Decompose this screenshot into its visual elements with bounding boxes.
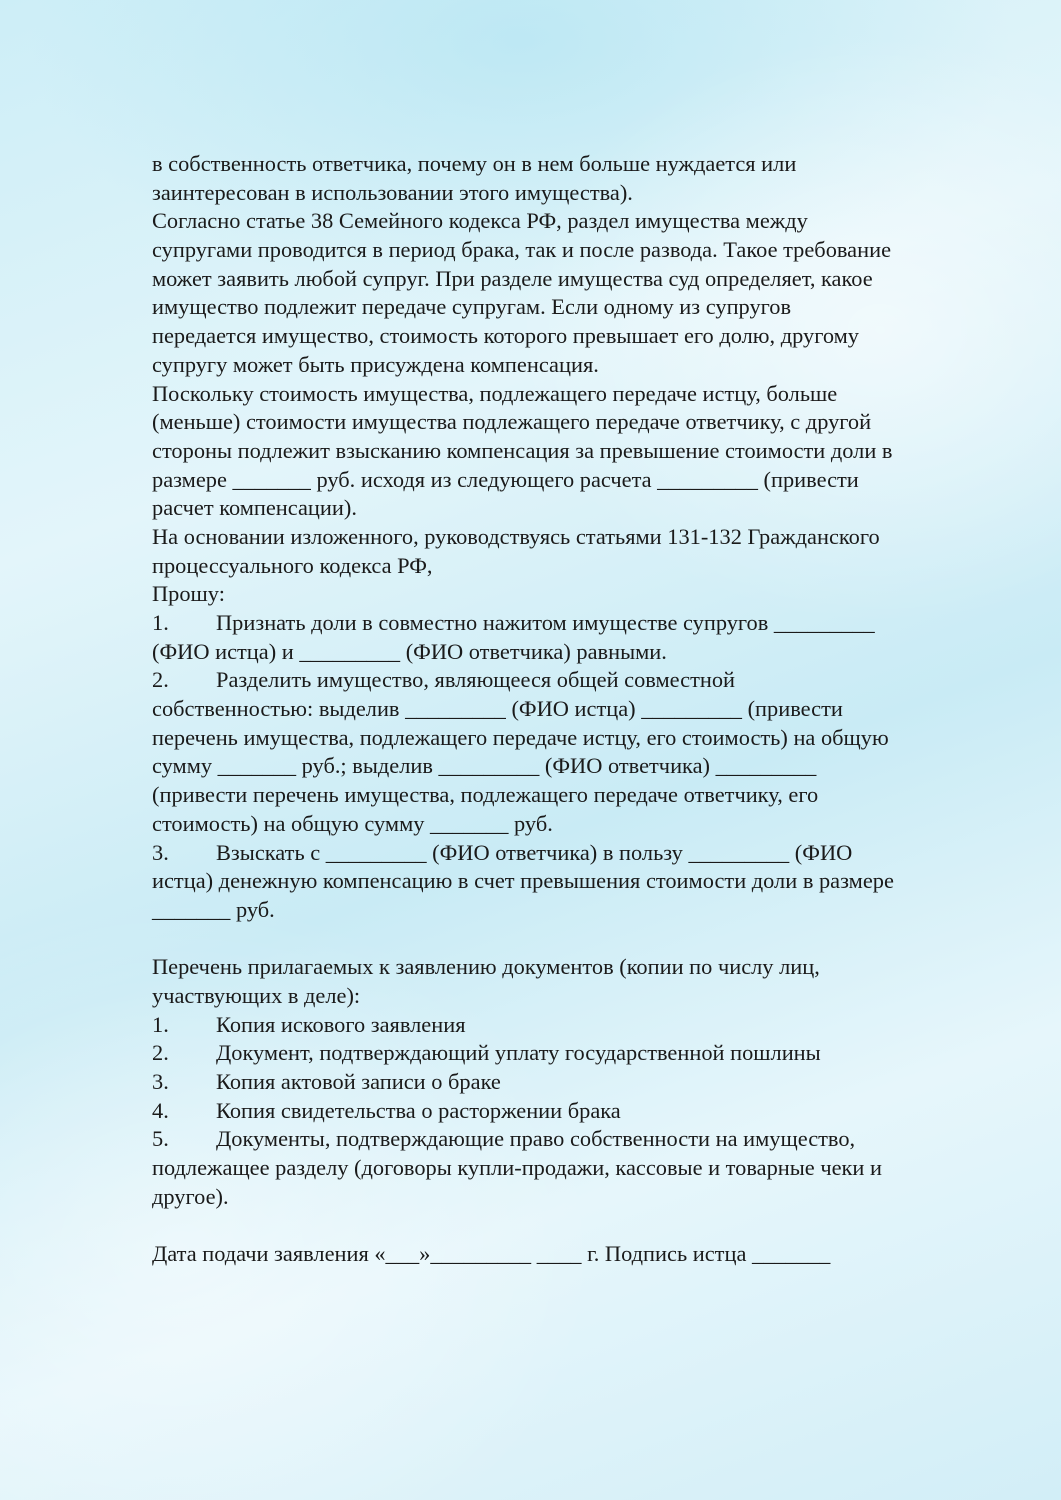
list-number: 5.: [152, 1126, 169, 1152]
text-line: Поскольку стоимость имущества, подлежащего передаче истцу, больше: [152, 380, 838, 406]
text-line: стороны подлежит взысканию компенсация за превышение стоимости доли в: [152, 437, 893, 463]
text-line: может заявить любой супруг. При разделе имущества суд определяет, какое: [152, 265, 873, 291]
text-line: (ФИО истца) и _________ (ФИО ответчика) равными.: [152, 638, 667, 664]
list-number: 2.: [152, 667, 169, 693]
text-line: _______ руб.: [152, 896, 275, 922]
spacer: [152, 1211, 1002, 1240]
list-text: Документ, подтверждающий уплату государственной пошлины: [216, 1040, 821, 1066]
text-line: (привести перечень имущества, подлежащего передаче ответчику, его: [152, 782, 819, 808]
list-text: Документы, подтверждающие право собственности на имущество,: [216, 1126, 856, 1152]
list-item: [152, 1011, 1002, 1040]
text-line: заинтересован в использовании этого имущества).: [152, 179, 633, 205]
list-item: [152, 609, 1002, 638]
spacer: [152, 925, 1002, 954]
list-item: [152, 1097, 1002, 1126]
list-number: 1.: [152, 610, 169, 635]
attachments-heading: Перечень прилагаемых к заявлению документов (копии по числу лиц,: [152, 954, 820, 980]
text-line: передается имущество, стоимость которого превышает его долю, другому: [152, 323, 859, 349]
requests-list: [152, 609, 1002, 925]
list-number: 4.: [152, 1097, 169, 1123]
list-number: 3.: [152, 1069, 169, 1094]
list-item: [152, 1068, 1002, 1097]
text-line: (меньше) стоимости имущества подлежащего передаче ответчику, с другой: [152, 409, 872, 435]
text-line: супругами проводится в период брака, так и после развода. Такое требование: [152, 237, 892, 263]
text-line: стоимость) на общую сумму _______ руб.: [152, 810, 553, 836]
text-line: перечень имущества, подлежащего передаче истцу, его стоимость) на общую: [152, 724, 889, 750]
text-line: На основании изложенного, руководствуясь статьями 131-132 Гражданского: [152, 523, 880, 549]
intro-section: [152, 150, 1002, 609]
list-text: Копия искового заявления: [216, 1011, 466, 1037]
list-number: 3.: [152, 839, 169, 865]
list-text: Взыскать с _________ (ФИО ответчика) в пользу _________ (ФИО: [216, 839, 853, 865]
list-number: 1.: [152, 1011, 169, 1037]
text-line: процессуального кодекса РФ,: [152, 552, 433, 578]
document-body: [152, 150, 1002, 1269]
attachments-heading: участвующих в деле):: [152, 982, 361, 1008]
list-item: [152, 666, 1002, 695]
list-text: Разделить имущество, являющееся общей совместной: [216, 667, 736, 693]
list-item: [152, 1125, 1002, 1154]
list-item: [152, 839, 1002, 868]
list-text: Признать доли в совместно нажитом имуществе супругов _________: [216, 610, 875, 635]
text-line: размере _______ руб. исходя из следующего расчета _________ (привести: [152, 466, 859, 492]
text-line: истца) денежную компенсацию в счет превышения стоимости доли в размере: [152, 868, 894, 894]
list-text: Копия свидетельства о расторжении брака: [216, 1097, 621, 1123]
text-line: собственностью: выделив _________ (ФИО истца) _________ (привести: [152, 696, 843, 722]
text-line: другое).: [152, 1183, 229, 1209]
text-line: имущество подлежит передаче супругам. Если одному из супругов: [152, 294, 792, 320]
text-line: Согласно статье 38 Семейного кодекса РФ, раздел имущества между: [152, 208, 808, 234]
list-number: 2.: [152, 1040, 169, 1066]
signature-line: Дата подачи заявления «___»_________ ____ г. Подпись истца _______: [152, 1241, 831, 1267]
list-text: Копия актовой записи о браке: [216, 1069, 501, 1094]
text-line: подлежащее разделу (договоры купли-продажи, кассовые и товарные чеки и: [152, 1155, 882, 1181]
list-item: [152, 1039, 1002, 1068]
attachments-section: [152, 953, 1002, 1211]
text-line: сумму _______ руб.; выделив _________ (ФИО ответчика) _________: [152, 753, 817, 779]
text-line: расчет компенсации).: [152, 495, 357, 521]
text-line: супругу может быть присуждена компенсация.: [152, 351, 599, 377]
text-line: в собственность ответчика, почему он в нем больше нуждается или: [152, 151, 797, 176]
request-heading: Прошу:: [152, 581, 225, 607]
